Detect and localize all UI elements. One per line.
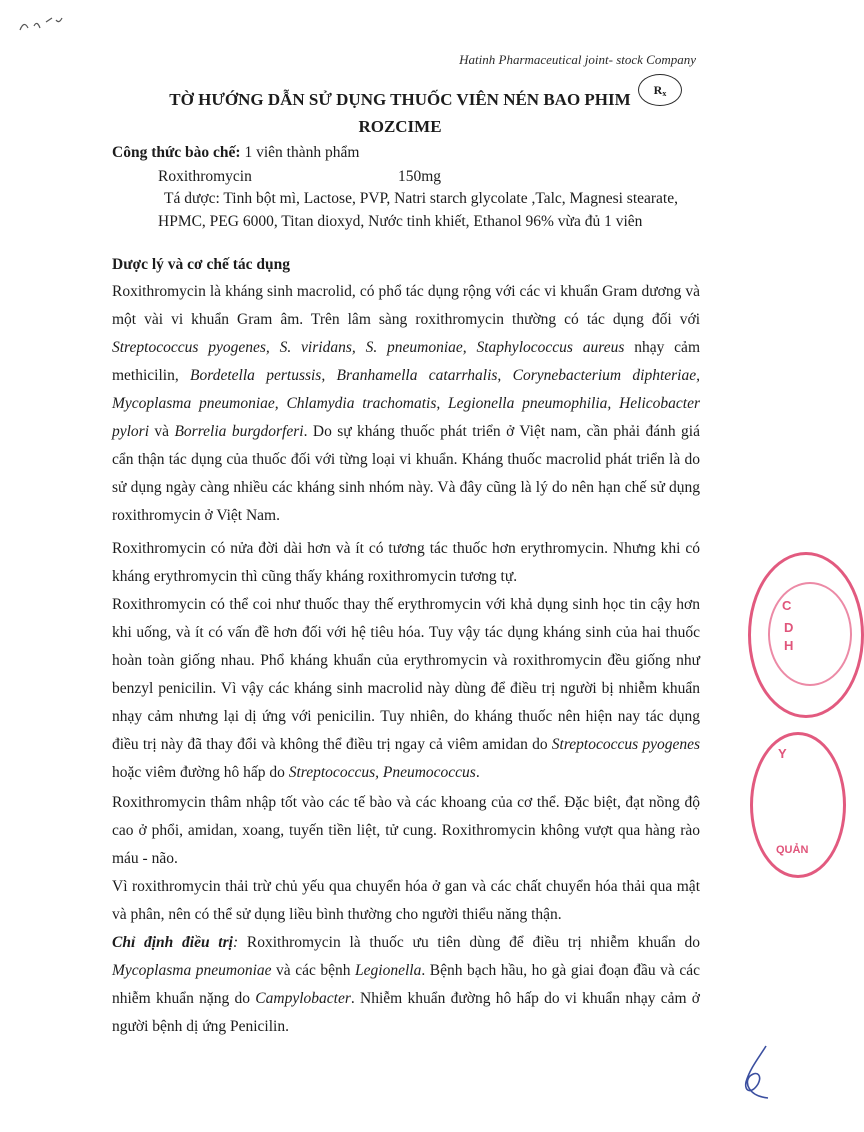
p3-organism-b: Streptococcus, Pneumococcus [288, 764, 476, 781]
formula-label: Công thức bào chế: [112, 144, 241, 161]
pharmacology-paragraph-4: Roxithromycin thâm nhập tốt vào các tế bào và các khoang của cơ thể. Đặc biệt, đạt nồng độ cao ở phổi, amidan, xoang, tuyến tiền liệt, tử cung. Roxithromycin không vượt qua hàng rào máu - não. [112, 794, 700, 867]
p1-organisms-a: Streptococcus pyogenes, S. viridans, S. pneumoniae, Staphylococcus aureus [112, 339, 625, 356]
p1-text-b: nhạy cảm methicilin, [112, 339, 700, 384]
active-ingredient-dose: 150mg [398, 168, 442, 185]
indications-label: Chỉ định điều trị [112, 934, 233, 951]
indications-paragraph [112, 929, 700, 1041]
p3-text-a: Roxithromycin có thể coi như thuốc thay thế erythromycin với khả dụng sinh học tin cậy hơn khi uống, và ít có vấn đề hơn đối với hệ tiêu hóa. Tuy vậy tác dụng kháng sinh của hai thuốc hoàn toàn giống nhau. Phổ kháng khuẩn của erythromycin và roxithromycin đều giống như benzyl penicilin. Vì vậy các kháng sinh macrolid này dùng để điều trị người bị nhiễm khuẩn nhạy cảm nhưng lại dị ứng với penicilin. Tuy nhiên, do kháng thuốc nên hiện nay tác dụng điều trị này đã thay đổi và không thể điều trị ngay cả viêm amidan do [112, 596, 700, 753]
seal-letter: C [782, 598, 792, 613]
seal-letter: QUẢN [776, 844, 809, 856]
ind-organism-b: Legionella [355, 962, 422, 979]
ind-text-a: Roxithromycin là thuốc ưu tiên dùng để điều trị nhiễm khuẩn do [238, 934, 700, 951]
formula-line [112, 144, 359, 162]
product-name: ROZCIME [358, 117, 442, 136]
ind-text-c: . Bệnh bạch hầu, ho gà giai đoạn đầu và các nhiễm khuẩn nặng do [112, 962, 700, 1007]
ind-text-d: . Nhiễm khuẩn đường hô hấp do vi khuẩn nhạy cảm ở người bệnh dị ứng Penicilin. [112, 990, 700, 1035]
seal-letter: H [784, 638, 794, 653]
company-seal-inner-ring [768, 582, 852, 686]
p3-organism-a: Streptococcus pyogenes [551, 736, 700, 753]
secondary-seal-stamp [750, 732, 846, 878]
p1-text-c: và [149, 423, 175, 440]
pharmacology-paragraph-5: Vì roxithromycin thải trừ chủ yếu qua chuyển hóa ở gan và các chất chuyển hóa thải qua mật và phân, nên có thể sử dụng liều bình thường cho người thiểu năng thận. [112, 878, 700, 923]
ind-organism-a: Mycoplasma pneumoniae [112, 962, 272, 979]
excipients-line-1: Tá dược: Tinh bột mì, Lactose, PVP, Natri starch glycolate ,Talc, Magnesi stearate, [164, 190, 678, 207]
excipients-line-2: HPMC, PEG 6000, Titan dioxyd, Nước tinh khiết, Ethanol 96% vừa đủ 1 viên [158, 213, 643, 230]
document-title: TỜ HƯỚNG DẪN SỬ DỤNG THUỐC VIÊN NÉN BAO PHIM [169, 90, 631, 109]
formula-value: 1 viên thành phẩm [240, 144, 360, 161]
company-name: Hatinh Pharmaceutical joint- stock Company [459, 52, 696, 67]
p3-text-b: hoặc viêm đường hô hấp do [112, 764, 289, 781]
p1-text-d: . Do sự kháng thuốc phát triển ở Việt nam, cần phải đánh giá cẩn thận tác dụng của thuốc đối với từng loại vi khuẩn. Kháng thuốc macrolid phát triển là do sử dụng ngày càng nhiều các kháng sinh nhóm này. Và đây cũng là lý do nên hạn chế sử dụng roxithromycin ở Việt Nam. [112, 423, 700, 524]
active-ingredient-name: Roxithromycin [158, 168, 252, 185]
seal-letter: Y [778, 746, 787, 761]
indications-colon: : [232, 934, 239, 951]
p1-text-a: Roxithromycin là kháng sinh macrolid, có phổ tác dụng rộng với các vi khuẩn Gram dương và một vài vi khuẩn Gram âm. Trên lâm sàng roxithromycin thường có tác dụng đối với [112, 283, 700, 328]
rx-subscript: x [662, 89, 667, 98]
signature [738, 1042, 778, 1102]
p1-organisms-c: Borrelia burgdorferi [174, 423, 304, 440]
seal-letter: D [784, 620, 794, 635]
ind-text-b: và các bệnh [271, 962, 356, 979]
ind-organism-c: Campylobacter [255, 990, 351, 1007]
p1-organisms-b: Bordetella pertussis, Branhamella catarrhalis, Corynebacterium diphteriae, Mycoplasma pneumoniae, Chlamydia trachomatis, Legionella pneumophilia, Helicobacter pylori [112, 367, 700, 440]
p3-text-c: . [475, 764, 480, 781]
pharmacology-heading: Dược lý và cơ chế tác dụng [112, 256, 291, 273]
corner-scribble-mark [16, 12, 66, 38]
rx-letter: R [653, 83, 663, 97]
pharmacology-paragraph-3 [112, 591, 700, 787]
pharmacology-paragraph-1 [112, 278, 700, 530]
pharmacology-paragraph-2: Roxithromycin có nửa đời dài hơn và ít có tương tác thuốc hơn erythromycin. Nhưng khi có kháng erythromycin thì cũng thấy kháng roxithromycin tương tự. [112, 540, 700, 585]
